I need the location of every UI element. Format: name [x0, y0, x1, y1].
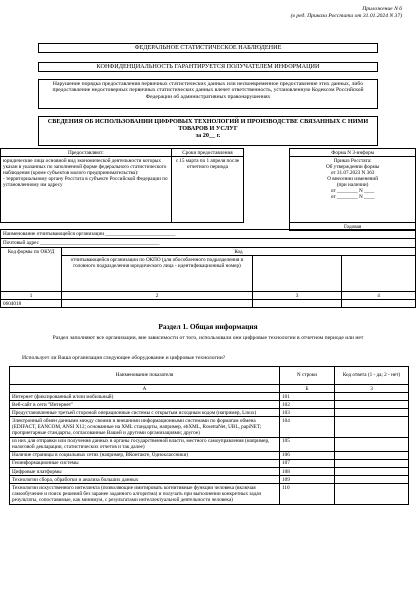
form-title-line2: ТОВАРОВ И УСЛУГ	[178, 125, 238, 132]
table-row	[10, 459, 409, 467]
table-row	[10, 451, 409, 459]
table-row	[10, 401, 409, 409]
org-address: Почтовый адрес ______________________________________________	[1, 239, 416, 248]
indicator-name: Цифровые платформы	[10, 468, 280, 476]
row-number: 110	[280, 484, 335, 504]
head-row-number: N строки	[280, 367, 335, 385]
answer-code-cell[interactable]	[335, 476, 409, 484]
row-number: 109	[280, 476, 335, 484]
indicator-name: Электронный обмен данными между своими и внешними информационными системами по форматам обмена (EDIFACT, EANCOM, ANSI X12; основанные на XML стандарты, например, ebXML, RosettaNet, UBL, papiNET; проприетарные стандарты, согласованные Вашей и другими организациями; другое)	[10, 417, 280, 437]
appendix-line2: (в ред. Приказа Росстата от 31.01.2024 N 37)	[290, 13, 402, 19]
table-row	[10, 393, 409, 401]
head-indicator-name: Наименование показателя	[10, 367, 280, 385]
answer-code-cell[interactable]	[335, 401, 409, 409]
row-number: 103	[280, 409, 335, 417]
indicator-name: Предустановленные третьей стороной операционные системы с открытым исходным кодом (например, Linux)	[10, 409, 280, 417]
answer-code-cell[interactable]	[335, 468, 409, 476]
banner-statistical-observation: ФЕДЕРАЛЬНОЕ СТАТИСТИЧЕСКОЕ НАБЛЮДЕНИЕ	[38, 43, 378, 53]
providers-col1: юридические лица основной вид экономической деятельности которых указан в указанных по заполненной форме федерального статистического наблюдения (кроме субъектов малого предпринимательства): - территориальному органу Росстата в субъекте Российской Федерации по установленному им адресу	[1, 157, 172, 223]
org-table	[0, 229, 416, 308]
table-row	[10, 409, 409, 417]
col-letter-3: 3	[335, 385, 409, 393]
indicator-name: Геоинформационные системы	[10, 459, 280, 467]
row-number: 106	[280, 451, 335, 459]
row-number: 104	[280, 417, 335, 437]
row-number: 107	[280, 459, 335, 467]
table-row	[10, 417, 409, 437]
indicator-rows	[10, 393, 409, 504]
table-row	[10, 468, 409, 476]
answer-code-cell[interactable]	[335, 451, 409, 459]
answer-code-cell[interactable]	[335, 393, 409, 401]
warning-box: Нарушение порядка предоставления первичных статистических данных или несвоевременное предоставление этих данных, либо предоставление недостоверных первичных статистических данных влечет ответственность, установленную Кодексом Российской Федерации об административных правонарушениях	[38, 79, 378, 109]
row-number: 102	[280, 401, 335, 409]
row-number: 105	[280, 437, 335, 451]
indicator-name: Интернет (фиксированный и/или мобильный)	[10, 393, 280, 401]
head-answer-code: Код ответа (1 - да; 2 - нет)	[335, 367, 409, 385]
digital-tech-table	[9, 366, 409, 505]
answer-code-cell[interactable]	[335, 459, 409, 467]
col-num-3: 3	[253, 292, 342, 300]
providers-col3: Приказ Росстата: Об утверждении формы от 31.07.2023 N 363 О внесении изменений (при наличии) от ________ N ____ от ________ N ____	[290, 157, 416, 223]
form-title-box	[38, 116, 378, 146]
table-row	[10, 476, 409, 484]
indicator-name: из них для отправки или получения данных в органы государственной власти, местного самоуправления (например, налоговой декларации, статистических отчетов и так далее)	[10, 437, 280, 451]
answer-code-cell[interactable]	[335, 437, 409, 451]
providers-col2: с 15 марта по 1 апреля после отчетного периода	[171, 157, 244, 223]
section1-question: Использует ли Ваша организация следующее оборудование и цифровые технологии?	[22, 355, 226, 361]
indicator-name: Технологии сбора, обработки и анализа больших данных	[10, 476, 280, 484]
col-num-1: 1	[1, 292, 62, 300]
form-title-period: за 20__ г.	[195, 132, 221, 139]
answer-code-cell[interactable]	[335, 484, 409, 504]
table-row	[10, 484, 409, 504]
indicator-name: Веб-сайт в сети "Интернет"	[10, 401, 280, 409]
col-num-4: 4	[342, 292, 416, 300]
col-letter-a: А	[10, 385, 280, 393]
periodicity: Годовая	[290, 223, 416, 231]
providers-head-col1: Предоставляют:	[1, 149, 172, 157]
org-name: Наименование отчитывающейся организации ___________________________	[1, 230, 416, 239]
col-num-2: 2	[62, 292, 253, 300]
row-number: 101	[280, 393, 335, 401]
banner-confidentiality: КОНФИДЕНЦИАЛЬНОСТЬ ГАРАНТИРУЕТСЯ ПОЛУЧАТЕЛЕМ ИНФОРМАЦИИ	[38, 62, 378, 72]
appendix-line1: Приложение N 6	[362, 6, 402, 12]
indicator-name: Наличие страницы в социальных сетях (например, ВКонтакте, Одноклассники)	[10, 451, 280, 459]
answer-code-cell[interactable]	[335, 409, 409, 417]
row-number: 108	[280, 468, 335, 476]
okpo-description: отчитывающейся организации по ОКПО (для обособленного подразделения и головного подразделения юридического лица - идентификационный номер)	[62, 256, 253, 292]
section1-title: Раздел 1. Общая информация	[158, 322, 258, 331]
form-title-line1: СВЕДЕНИЯ ОБ ИСПОЛЬЗОВАНИИ ЦИФРОВЫХ ТЕХНОЛОГИЙ И ПРОИЗВОДСТВЕ СВЯЗАННЫХ С НИМИ	[47, 118, 369, 125]
col-letter-b: Б	[280, 385, 335, 393]
providers-head-col3: Форма N 3-информ	[290, 149, 416, 157]
code-label: Код	[62, 248, 416, 256]
providers-table	[0, 148, 416, 231]
section1-note: Раздел заполняют все организации, вне зависимости от того, использовали они цифровые технологии в отчетном периоде или нет	[52, 335, 364, 341]
okud-code-value: 0604018	[1, 300, 62, 308]
providers-head-col2: Сроки предоставления	[171, 149, 244, 157]
table-row	[10, 437, 409, 451]
indicator-name: Технологии искусственного интеллекта (позволяющие имитировать когнитивные функции человека (включая самообучение и поиск решений без заранее заданного алгоритма) и получать при выполнении конкретных задач результаты, сопоставимые, как минимум, с результатами интеллектуальной деятельности человека)	[10, 484, 280, 504]
okud-code-label: Код формы по ОКУД	[1, 248, 62, 292]
answer-code-cell[interactable]	[335, 417, 409, 437]
